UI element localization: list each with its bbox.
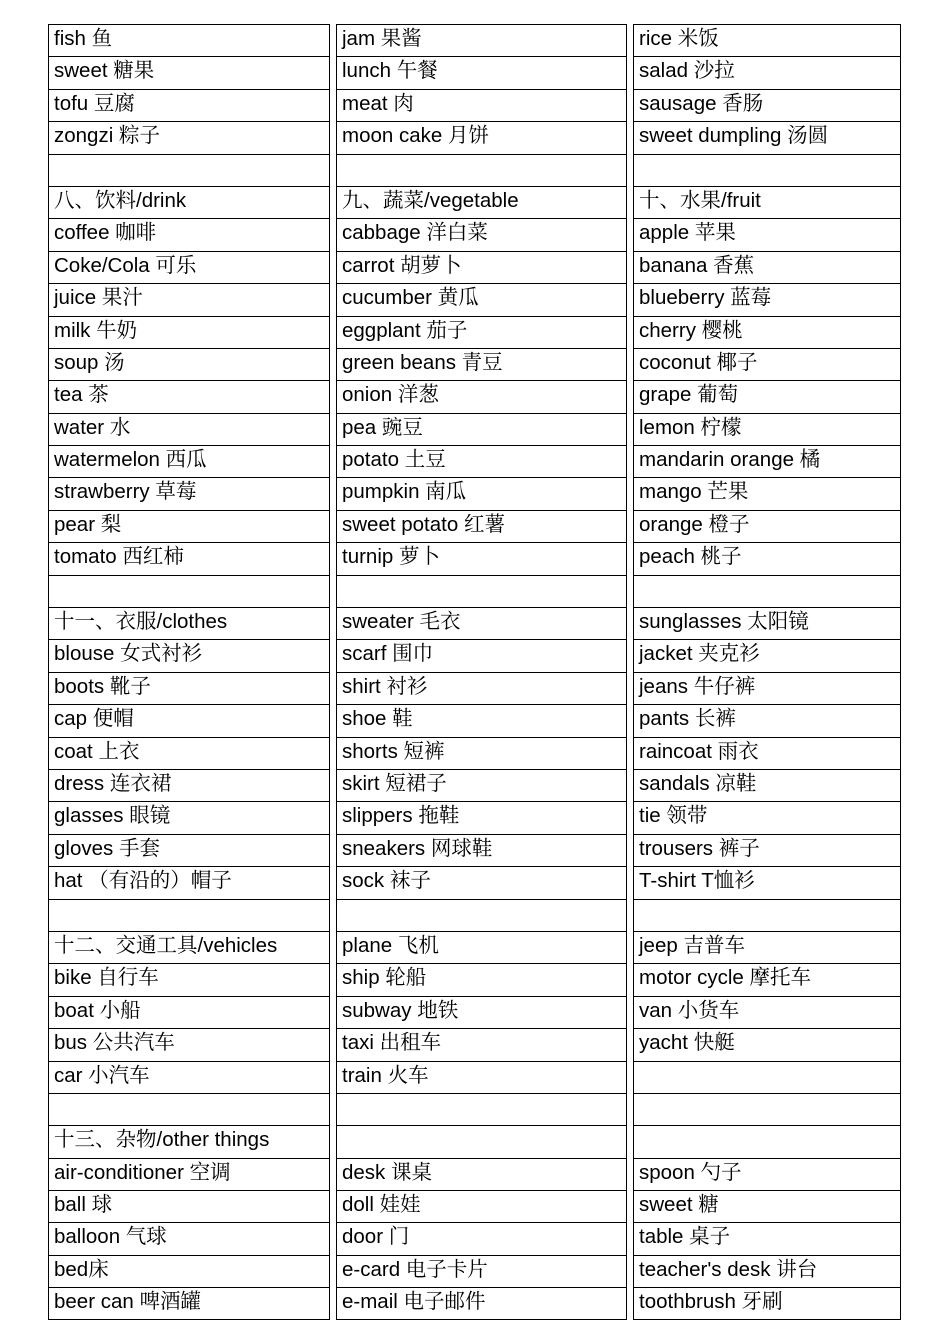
table-row: [48, 1158, 901, 1190]
table-cell: cherry 樱桃: [633, 316, 901, 348]
table-cell: [633, 899, 901, 931]
table-cell: [48, 154, 330, 186]
table-cell: 十二、交通工具/vehicles: [48, 931, 330, 963]
table-cell: ship 轮船: [336, 963, 627, 995]
table-cell: [336, 1125, 627, 1157]
table-cell: sunglasses 太阳镜: [633, 607, 901, 639]
table-cell: sandals 凉鞋: [633, 769, 901, 801]
table-cell: balloon 气球: [48, 1222, 330, 1254]
table-cell: orange 橙子: [633, 510, 901, 542]
table-cell: shorts 短裤: [336, 737, 627, 769]
table-row: [48, 639, 901, 671]
table-cell: watermelon 西瓜: [48, 445, 330, 477]
table-cell: pumpkin 南瓜: [336, 477, 627, 509]
table-cell: eggplant 茄子: [336, 316, 627, 348]
table-row: [48, 251, 901, 283]
table-cell: bus 公共汽车: [48, 1028, 330, 1060]
table-row: [48, 672, 901, 704]
vocabulary-table: [48, 24, 901, 1320]
table-cell: moon cake 月饼: [336, 121, 627, 153]
table-cell: shirt 衬衫: [336, 672, 627, 704]
table-row: [48, 1028, 901, 1060]
table-cell: zongzi 粽子: [48, 121, 330, 153]
table-cell: table 桌子: [633, 1222, 901, 1254]
table-cell: cabbage 洋白菜: [336, 218, 627, 250]
table-cell: spoon 勺子: [633, 1158, 901, 1190]
table-cell: yacht 快艇: [633, 1028, 901, 1060]
table-cell: air-conditioner 空调: [48, 1158, 330, 1190]
table-cell: e-card 电子卡片: [336, 1255, 627, 1287]
table-cell: car 小汽车: [48, 1061, 330, 1093]
table-cell: trousers 裤子: [633, 834, 901, 866]
table-cell: 十一、衣服/clothes: [48, 607, 330, 639]
table-row: [48, 121, 901, 153]
table-cell: sweet dumpling 汤圆: [633, 121, 901, 153]
table-cell: pear 梨: [48, 510, 330, 542]
table-row: [48, 316, 901, 348]
table-row: [48, 56, 901, 88]
table-cell: turnip 萝卜: [336, 542, 627, 574]
table-cell: sweet 糖果: [48, 56, 330, 88]
table-cell: salad 沙拉: [633, 56, 901, 88]
table-cell: raincoat 雨衣: [633, 737, 901, 769]
table-cell: [336, 1093, 627, 1125]
table-cell: milk 牛奶: [48, 316, 330, 348]
table-cell: water 水: [48, 413, 330, 445]
table-row: [48, 607, 901, 639]
table-cell: sausage 香肠: [633, 89, 901, 121]
table-row: [48, 348, 901, 380]
table-cell: [633, 154, 901, 186]
table-row: [48, 1061, 901, 1093]
table-cell: tea 茶: [48, 380, 330, 412]
table-row: [48, 218, 901, 250]
table-cell: 八、饮料/drink: [48, 186, 330, 218]
table-cell: dress 连衣裙: [48, 769, 330, 801]
table-row: [48, 834, 901, 866]
table-cell: [633, 1125, 901, 1157]
table-row: [48, 866, 901, 898]
table-cell: blouse 女式衬衫: [48, 639, 330, 671]
table-row: [48, 737, 901, 769]
table-cell: sweet 糖: [633, 1190, 901, 1222]
table-cell: juice 果汁: [48, 283, 330, 315]
table-cell: 十三、杂物/other things: [48, 1125, 330, 1157]
table-cell: tie 领带: [633, 801, 901, 833]
table-cell: slippers 拖鞋: [336, 801, 627, 833]
table-cell: potato 土豆: [336, 445, 627, 477]
table-cell: e-mail 电子邮件: [336, 1287, 627, 1319]
table-cell: scarf 围巾: [336, 639, 627, 671]
table-row: [48, 477, 901, 509]
table-row: [48, 380, 901, 412]
table-cell: blueberry 蓝莓: [633, 283, 901, 315]
table-cell: T-shirt T恤衫: [633, 866, 901, 898]
table-cell: van 小货车: [633, 996, 901, 1028]
table-cell: coffee 咖啡: [48, 218, 330, 250]
table-cell: [336, 575, 627, 607]
table-cell: 十、水果/fruit: [633, 186, 901, 218]
table-cell: taxi 出租车: [336, 1028, 627, 1060]
table-cell: glasses 眼镜: [48, 801, 330, 833]
table-row: [48, 445, 901, 477]
table-cell: mango 芒果: [633, 477, 901, 509]
table-cell: meat 肉: [336, 89, 627, 121]
table-cell: peach 桃子: [633, 542, 901, 574]
table-row: [48, 996, 901, 1028]
table-row: [48, 1093, 901, 1125]
table-cell: [633, 1061, 901, 1093]
table-cell: sock 袜子: [336, 866, 627, 898]
table-cell: carrot 胡萝卜: [336, 251, 627, 283]
table-cell: pants 长裤: [633, 704, 901, 736]
table-cell: shoe 鞋: [336, 704, 627, 736]
table-cell: 九、蔬菜/vegetable: [336, 186, 627, 218]
table-row: [48, 283, 901, 315]
table-row: [48, 542, 901, 574]
table-cell: coconut 椰子: [633, 348, 901, 380]
table-cell: banana 香蕉: [633, 251, 901, 283]
table-cell: plane 飞机: [336, 931, 627, 963]
table-cell: rice 米饭: [633, 24, 901, 56]
table-row: [48, 801, 901, 833]
table-cell: toothbrush 牙刷: [633, 1287, 901, 1319]
table-row: [48, 154, 901, 186]
table-cell: cucumber 黄瓜: [336, 283, 627, 315]
table-cell: skirt 短裙子: [336, 769, 627, 801]
table-cell: strawberry 草莓: [48, 477, 330, 509]
table-row: [48, 704, 901, 736]
table-row: [48, 1287, 901, 1319]
table-cell: green beans 青豆: [336, 348, 627, 380]
table-cell: [48, 575, 330, 607]
table-cell: Coke/Cola 可乐: [48, 251, 330, 283]
table-cell: [48, 1093, 330, 1125]
table-cell: teacher's desk 讲台: [633, 1255, 901, 1287]
table-row: [48, 899, 901, 931]
table-row: [48, 769, 901, 801]
table-cell: grape 葡萄: [633, 380, 901, 412]
table-cell: hat （有沿的）帽子: [48, 866, 330, 898]
table-row: [48, 89, 901, 121]
table-cell: [633, 1093, 901, 1125]
table-cell: apple 苹果: [633, 218, 901, 250]
table-row: [48, 575, 901, 607]
table-cell: [336, 899, 627, 931]
table-row: [48, 1125, 901, 1157]
table-cell: [336, 154, 627, 186]
table-cell: door 门: [336, 1222, 627, 1254]
table-cell: [48, 899, 330, 931]
table-cell: train 火车: [336, 1061, 627, 1093]
table-row: [48, 186, 901, 218]
table-cell: boots 靴子: [48, 672, 330, 704]
table-cell: bed床: [48, 1255, 330, 1287]
table-cell: mandarin orange 橘: [633, 445, 901, 477]
table-cell: onion 洋葱: [336, 380, 627, 412]
table-cell: jam 果酱: [336, 24, 627, 56]
table-cell: jacket 夹克衫: [633, 639, 901, 671]
table-cell: jeans 牛仔裤: [633, 672, 901, 704]
table-cell: motor cycle 摩托车: [633, 963, 901, 995]
table-cell: beer can 啤酒罐: [48, 1287, 330, 1319]
table-row: [48, 510, 901, 542]
table-row: [48, 1190, 901, 1222]
table-cell: gloves 手套: [48, 834, 330, 866]
table-cell: lunch 午餐: [336, 56, 627, 88]
table-cell: [633, 575, 901, 607]
table-cell: doll 娃娃: [336, 1190, 627, 1222]
table-row: [48, 24, 901, 56]
table-cell: sweater 毛衣: [336, 607, 627, 639]
table-cell: boat 小船: [48, 996, 330, 1028]
table-cell: sneakers 网球鞋: [336, 834, 627, 866]
table-cell: coat 上衣: [48, 737, 330, 769]
table-cell: sweet potato 红薯: [336, 510, 627, 542]
table-row: [48, 1222, 901, 1254]
table-row: [48, 1255, 901, 1287]
table-cell: ball 球: [48, 1190, 330, 1222]
table-cell: cap 便帽: [48, 704, 330, 736]
table-cell: lemon 柠檬: [633, 413, 901, 445]
table-cell: tofu 豆腐: [48, 89, 330, 121]
table-row: [48, 413, 901, 445]
table-cell: pea 豌豆: [336, 413, 627, 445]
table-row: [48, 931, 901, 963]
table-cell: jeep 吉普车: [633, 931, 901, 963]
table-cell: fish 鱼: [48, 24, 330, 56]
table-cell: subway 地铁: [336, 996, 627, 1028]
table-cell: desk 课桌: [336, 1158, 627, 1190]
table-row: [48, 963, 901, 995]
table-cell: tomato 西红柿: [48, 542, 330, 574]
table-cell: soup 汤: [48, 348, 330, 380]
table-cell: bike 自行车: [48, 963, 330, 995]
